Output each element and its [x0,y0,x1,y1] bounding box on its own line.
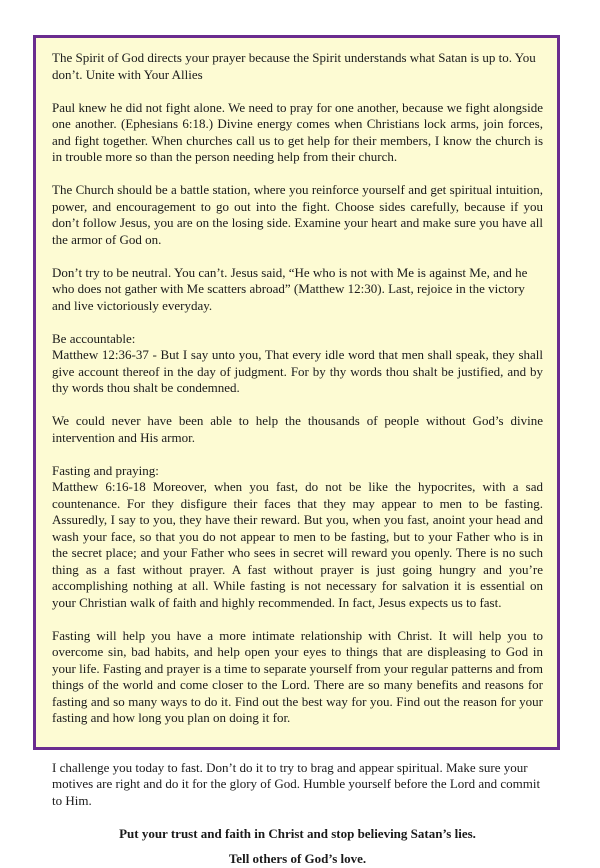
fasting-scripture: Matthew 6:16-18 Moreover, when you fast, do not be like the hypocrites, with a sad countenance. For they disfigure their faces that they may appear to men to be fasting. Assuredly, I say to you, they have their reward. But you, when you fast, anoint your head and wash your face, so that you do not appear to men to be fasting, but to your Father who is in the secret place; and your Father who sees in secret will reward you openly. There is no such thing as a fast without prayer. A fast without prayer is just going hungry and you’re accomplishing nothing at all. While fasting is not necessary for salvation it is essential on your Christian walk of faith and highly recommended. In fact, Jesus expects us to fast. [52,479,543,610]
fasting-heading: Fasting and praying: [52,462,159,478]
intimate-paragraph: Fasting will help you have a more intimate relationship with Christ. It will help you to overcome sin, bad habits, and help open your eyes to things that are displeasing to God in your life. Fasting and prayer is a time to separate yourself from your regular patterns and from things of the world and come closer to the Lord. There are so many benefits and reasons for fasting and so many ways to do it. Find out the best way for you. Find out the reason for your fasting and how long you plan on doing it for. [52,627,543,725]
battle-station-paragraph: The Church should be a battle station, where you reinforce yourself and get spiritual intuition, power, and encouragement to go out into the fight. Choose sides carefully, because if you don’t follow Jesus, you are on the losing side. Examine your heart and make sure you have all the armor of God on. [52,182,543,247]
intro-paragraph: The Spirit of God directs your prayer because the Spirit understands what Satan is up to. You don’t. Unite with Your Allies [52,50,536,82]
document-frame [33,35,560,866]
allies-paragraph: Paul knew he did not fight alone. We need to pray for one another, because we fight alongside one another. (Ephesians 6:18.) Divine energy comes when Christians lock arms, join forces, and fight together. When churches call us to get help for their members, I know the church is in trouble more so than the person needing help from their church. [52,99,543,164]
accountable-heading: Be accountable: [52,330,136,346]
closing-line-love: Tell others of God’s love. [228,851,367,866]
challenge-paragraph: I challenge you today to fast. Don’t do it to try to brag and appear spiritual. Make sure your motives are right and do it for the glory of God. Humble yourself before the Lord and commit to Him. [52,759,541,808]
accountable-scripture: Matthew 12:36-37 - But I say unto you, That every idle word that men shall speak, they shall give account thereof in the day of judgment. For by thy words thou shalt be justified, and by thy words thou shalt be condemned. [52,347,543,395]
fasting-section [52,463,543,612]
blank-line [52,743,543,760]
closing-line-trust: Put your trust and faith in Christ and stop believing Satan’s lies. [119,825,476,841]
neutral-paragraph: Don’t try to be neutral. You can’t. Jesus said, “He who is not with Me is against Me, and he who does not gather with Me scatters abroad” (Matthew 12:30). Last, rejoice in the victory and live victoriously everyday. [52,264,528,313]
accountable-section [52,331,543,397]
thousands-paragraph: We could never have been able to help the thousands of people without God’s divine intervention and His armor. [52,413,543,445]
